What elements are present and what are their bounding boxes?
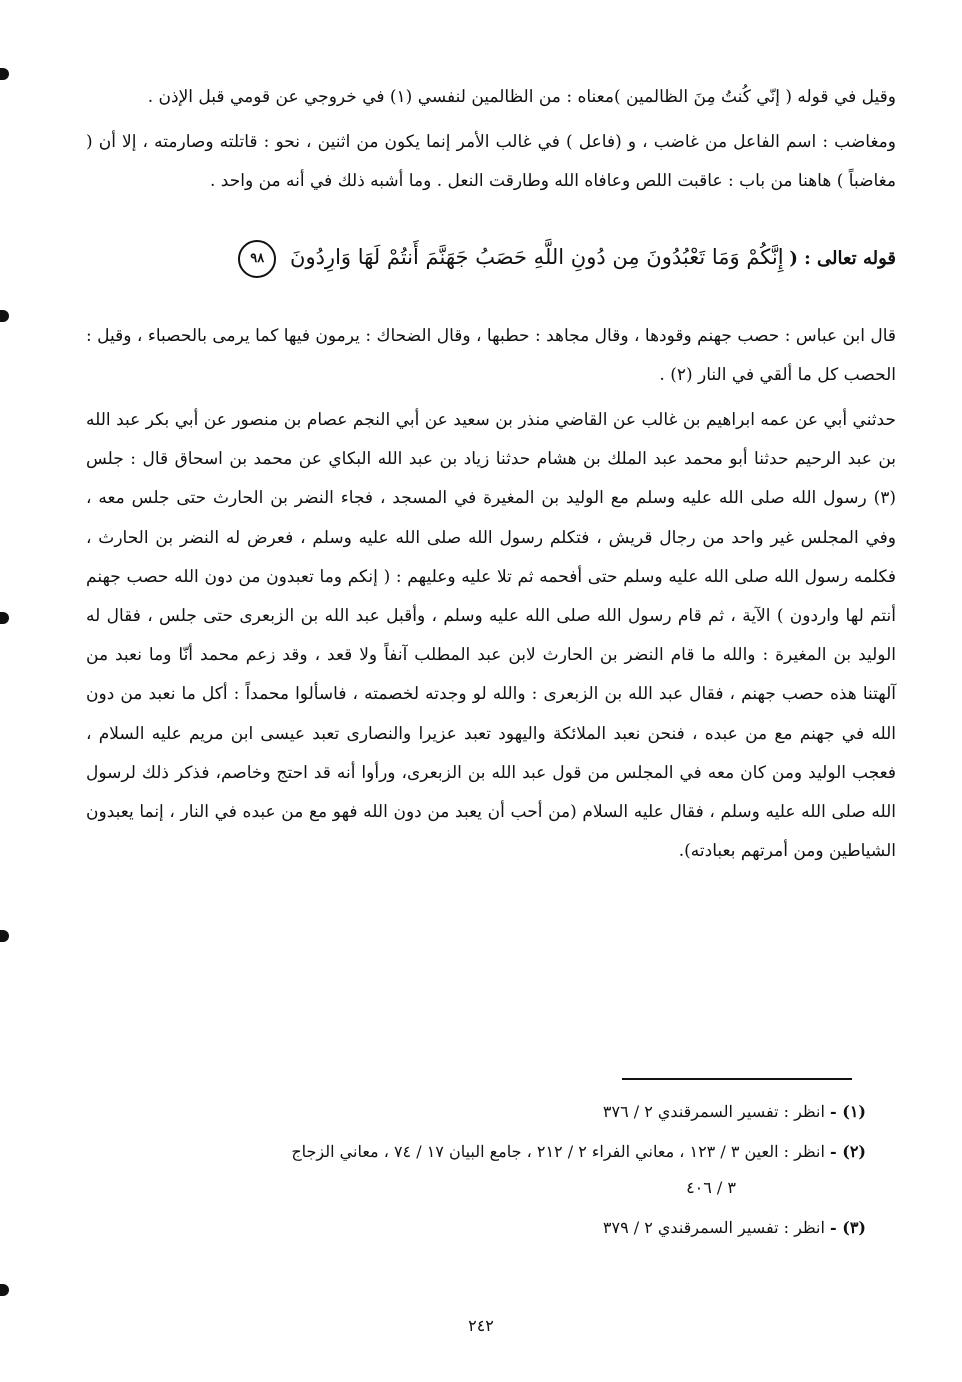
footnote-number: (٢) - (830, 1142, 866, 1161)
verse-text: إِنَّكُمْ وَمَا تَعْبُدُونَ مِن دُونِ اللَّهِ حَصَبُ جَهَنَّمَ أَنتُمْ لَهَا وَارِدُونَ (290, 245, 784, 269)
footnote-text: انظر : تفسير السمرقندي ٢ / ٣٧٩ (602, 1218, 825, 1237)
paragraph-mughadib: ومغاضب : اسم الفاعل من غاضب ، و (فاعل ) في غالب الأمر إنما يكون من اثنين ، نحو : قاتلته وصارمته ، إلا أن ( مغاضباً ) هاهنا من باب : عاقبت اللص وعافاه الله وطارقت النعل . وما أشبه ذلك في أنه من واحد . (86, 132, 896, 191)
footnote-number: (٣) - (830, 1218, 866, 1237)
binding-mark (0, 68, 9, 80)
verse-number-badge: ٩٨ (238, 240, 276, 278)
footnote-item (120, 1094, 866, 1130)
footnote-continuation: ٣ / ٤٠٦ (686, 1178, 736, 1197)
binding-mark (0, 310, 9, 322)
footnote-number: (١) - (830, 1102, 866, 1121)
footnote-text: انظر : تفسير السمرقندي ٢ / ٣٧٦ (602, 1102, 825, 1121)
page-number: ٢٤٢ (468, 1316, 494, 1335)
page-body (86, 78, 896, 871)
footnotes (120, 1094, 866, 1250)
paragraph-hadith: حدثني أبي عن عمه ابراهيم بن غالب عن القاضي منذر بن سعيد عن أبي النجم عصام بن منصور عن أبي بكر عبد الله بن عبد الرحيم حدثنا أبو محمد عبد الملك بن هشام حدثنا زياد بن عبد الله البكاي عن محمد بن اسحاق قال : جلس (٣) رسول الله صلى الله عليه وسلم مع الوليد بن المغيرة في المسجد ، فجاء النضر بن الحارث حتى جلس معه ، وفي المجلس غير واحد من رجال قريش ، فتكلم رسول الله صلى الله عليه وسلم ، فعرض له النضر بن الحارث ، فكلمه رسول الله صلى الله عليه وسلم حتى أفحمه ثم تلا عليه وعليهم : ( إنكم وما تعبدون من دون الله حصب جهنم أنتم لها واردون ) الآية ، ثم قام رسول الله صلى الله عليه وسلم ، وأقبل عبد الله بن الزبعرى حتى جلس ، فقال له الوليد بن المغيرة : والله ما قام النضر بن الحارث لابن عبد المطلب آنفاً ولا قعد ، وقد زعم محمد أنّا وما نعبد من آلهتنا هذه حصب جهنم ، فقال عبد الله بن الزبعرى : والله لو وجدته لخصمته ، فاسألوا محمداً : أكل ما نعبد من دون الله في جهنم مع من عبده ، فنحن نعبد الملائكة واليهود تعبد عزيرا والنصارى تعبد عيسى ابن مريم عليه السلام ، فعجب الوليد ومن كان معه في المجلس من قول عبد الله بن الزبعرى، ورأوا أنه قد احتج وخاصم، فذكر ذلك لرسول الله صلى الله عليه وسلم ، فقال عليه السلام (من أحب أن يعبد من دون الله فهو مع من عبده في النار ، إنما يعبدون الشياطين ومن أمرتهم بعبادته). (86, 410, 896, 862)
footnote-divider (622, 1078, 852, 1080)
binding-mark (0, 1284, 9, 1296)
binding-mark (0, 930, 9, 942)
footnote-item (120, 1210, 866, 1246)
paragraph-zalimin: وقيل في قوله ( إنّي كُنتُ مِنَ الظالمين )معناه : من الظالمين لنفسي (١) في خروجي عن قومي قبل الإذن . (147, 87, 896, 107)
paragraph-hasab: قال ابن عباس : حصب جهنم وقودها ، وقال مجاهد : حطبها ، وقال الضحاك : يرمون فيها كما يرمى بالحصباء ، وقيل : الحصب كل ما ألقي في النار (٢) . (86, 326, 896, 385)
verse-intro: قوله تعالى : ( (789, 248, 896, 269)
verse-heading (86, 227, 896, 287)
footnote-text: انظر : العين ٣ / ١٢٣ ، معاني الفراء ٢ / ٢١٢ ، جامع البيان ١٧ / ٧٤ ، معاني الزجاج (291, 1142, 825, 1161)
footnote-item (120, 1134, 866, 1206)
binding-mark (0, 612, 9, 624)
